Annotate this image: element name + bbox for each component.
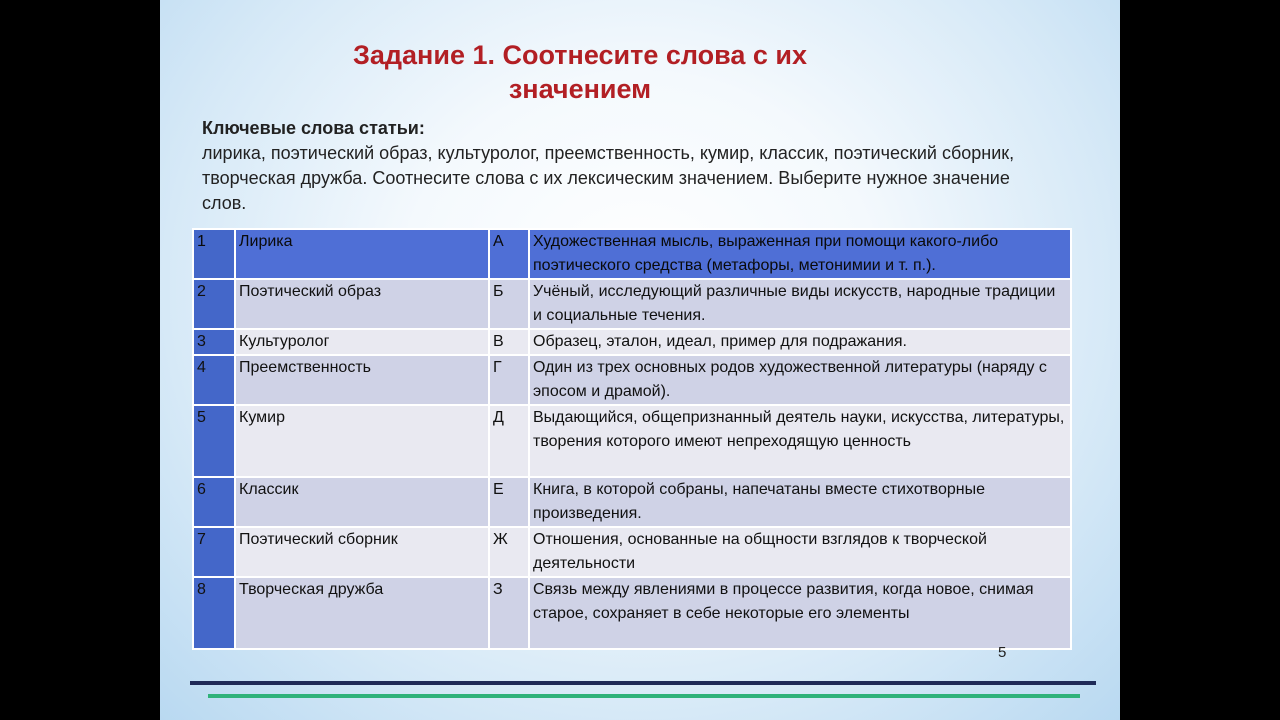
table-row [193,329,1071,355]
row-term: Поэтический сборник [235,527,489,577]
slide [160,0,1120,720]
table-row [193,477,1071,527]
row-letter: З [489,577,529,649]
row-letter: А [489,229,529,279]
row-letter: Д [489,405,529,477]
row-letter: Б [489,279,529,329]
row-number: 7 [193,527,235,577]
row-definition: Связь между явлениями в процессе развития, когда новое, снимая старое, сохраняет в себе некоторые его элементы [529,577,1071,649]
row-definition: Учёный, исследующий различные виды искусств, народные традиции и социальные течения. [529,279,1071,329]
row-term: Культуролог [235,329,489,355]
row-definition: Выдающийся, общепризнанный деятель науки, искусства, литературы, творения которого имеют непреходящую ценность [529,405,1071,477]
keywords-text: лирика, поэтический образ, культуролог, преемственность, кумир, классик, поэтический сборник, творческая дружба. Соотнесите слова с их лексическим значением. Выберите нужное значение слов. [202,143,1015,213]
row-number: 2 [193,279,235,329]
row-number: 3 [193,329,235,355]
table-row [193,229,1071,279]
row-term: Кумир [235,405,489,477]
slide-title: Задание 1. Соотнесите слова с их значением [352,40,808,104]
footer-divider-navy [190,681,1096,685]
row-definition: Один из трех основных родов художественной литературы (наряду с эпосом и драмой). [529,355,1071,405]
keywords-block [202,116,1022,216]
row-number: 5 [193,405,235,477]
row-letter: Ж [489,527,529,577]
row-number: 4 [193,355,235,405]
row-definition: Отношения, основанные на общности взглядов к творческой деятельности [529,527,1071,577]
row-letter: Е [489,477,529,527]
row-term: Творческая дружба [235,577,489,649]
row-letter: Г [489,355,529,405]
footer-divider-green [208,694,1080,698]
row-definition: Художественная мысль, выраженная при помощи какого-либо поэтического средства (метафоры, метонимии и т. п.). [529,229,1071,279]
table-row [193,279,1071,329]
row-term: Поэтический образ [235,279,489,329]
row-number: 8 [193,577,235,649]
keywords-heading: Ключевые слова статьи: [202,118,425,138]
page-number: 5 [998,644,1007,661]
row-definition: Книга, в которой собраны, напечатаны вместе стихотворные произведения. [529,477,1071,527]
table-row [193,577,1071,649]
row-letter: В [489,329,529,355]
table-row [193,355,1071,405]
row-term: Преемственность [235,355,489,405]
row-term: Лирика [235,229,489,279]
matching-table [192,228,1072,650]
table-row [193,405,1071,477]
table-row [193,527,1071,577]
row-number: 1 [193,229,235,279]
row-definition: Образец, эталон, идеал, пример для подражания. [529,329,1071,355]
row-term: Классик [235,477,489,527]
row-number: 6 [193,477,235,527]
